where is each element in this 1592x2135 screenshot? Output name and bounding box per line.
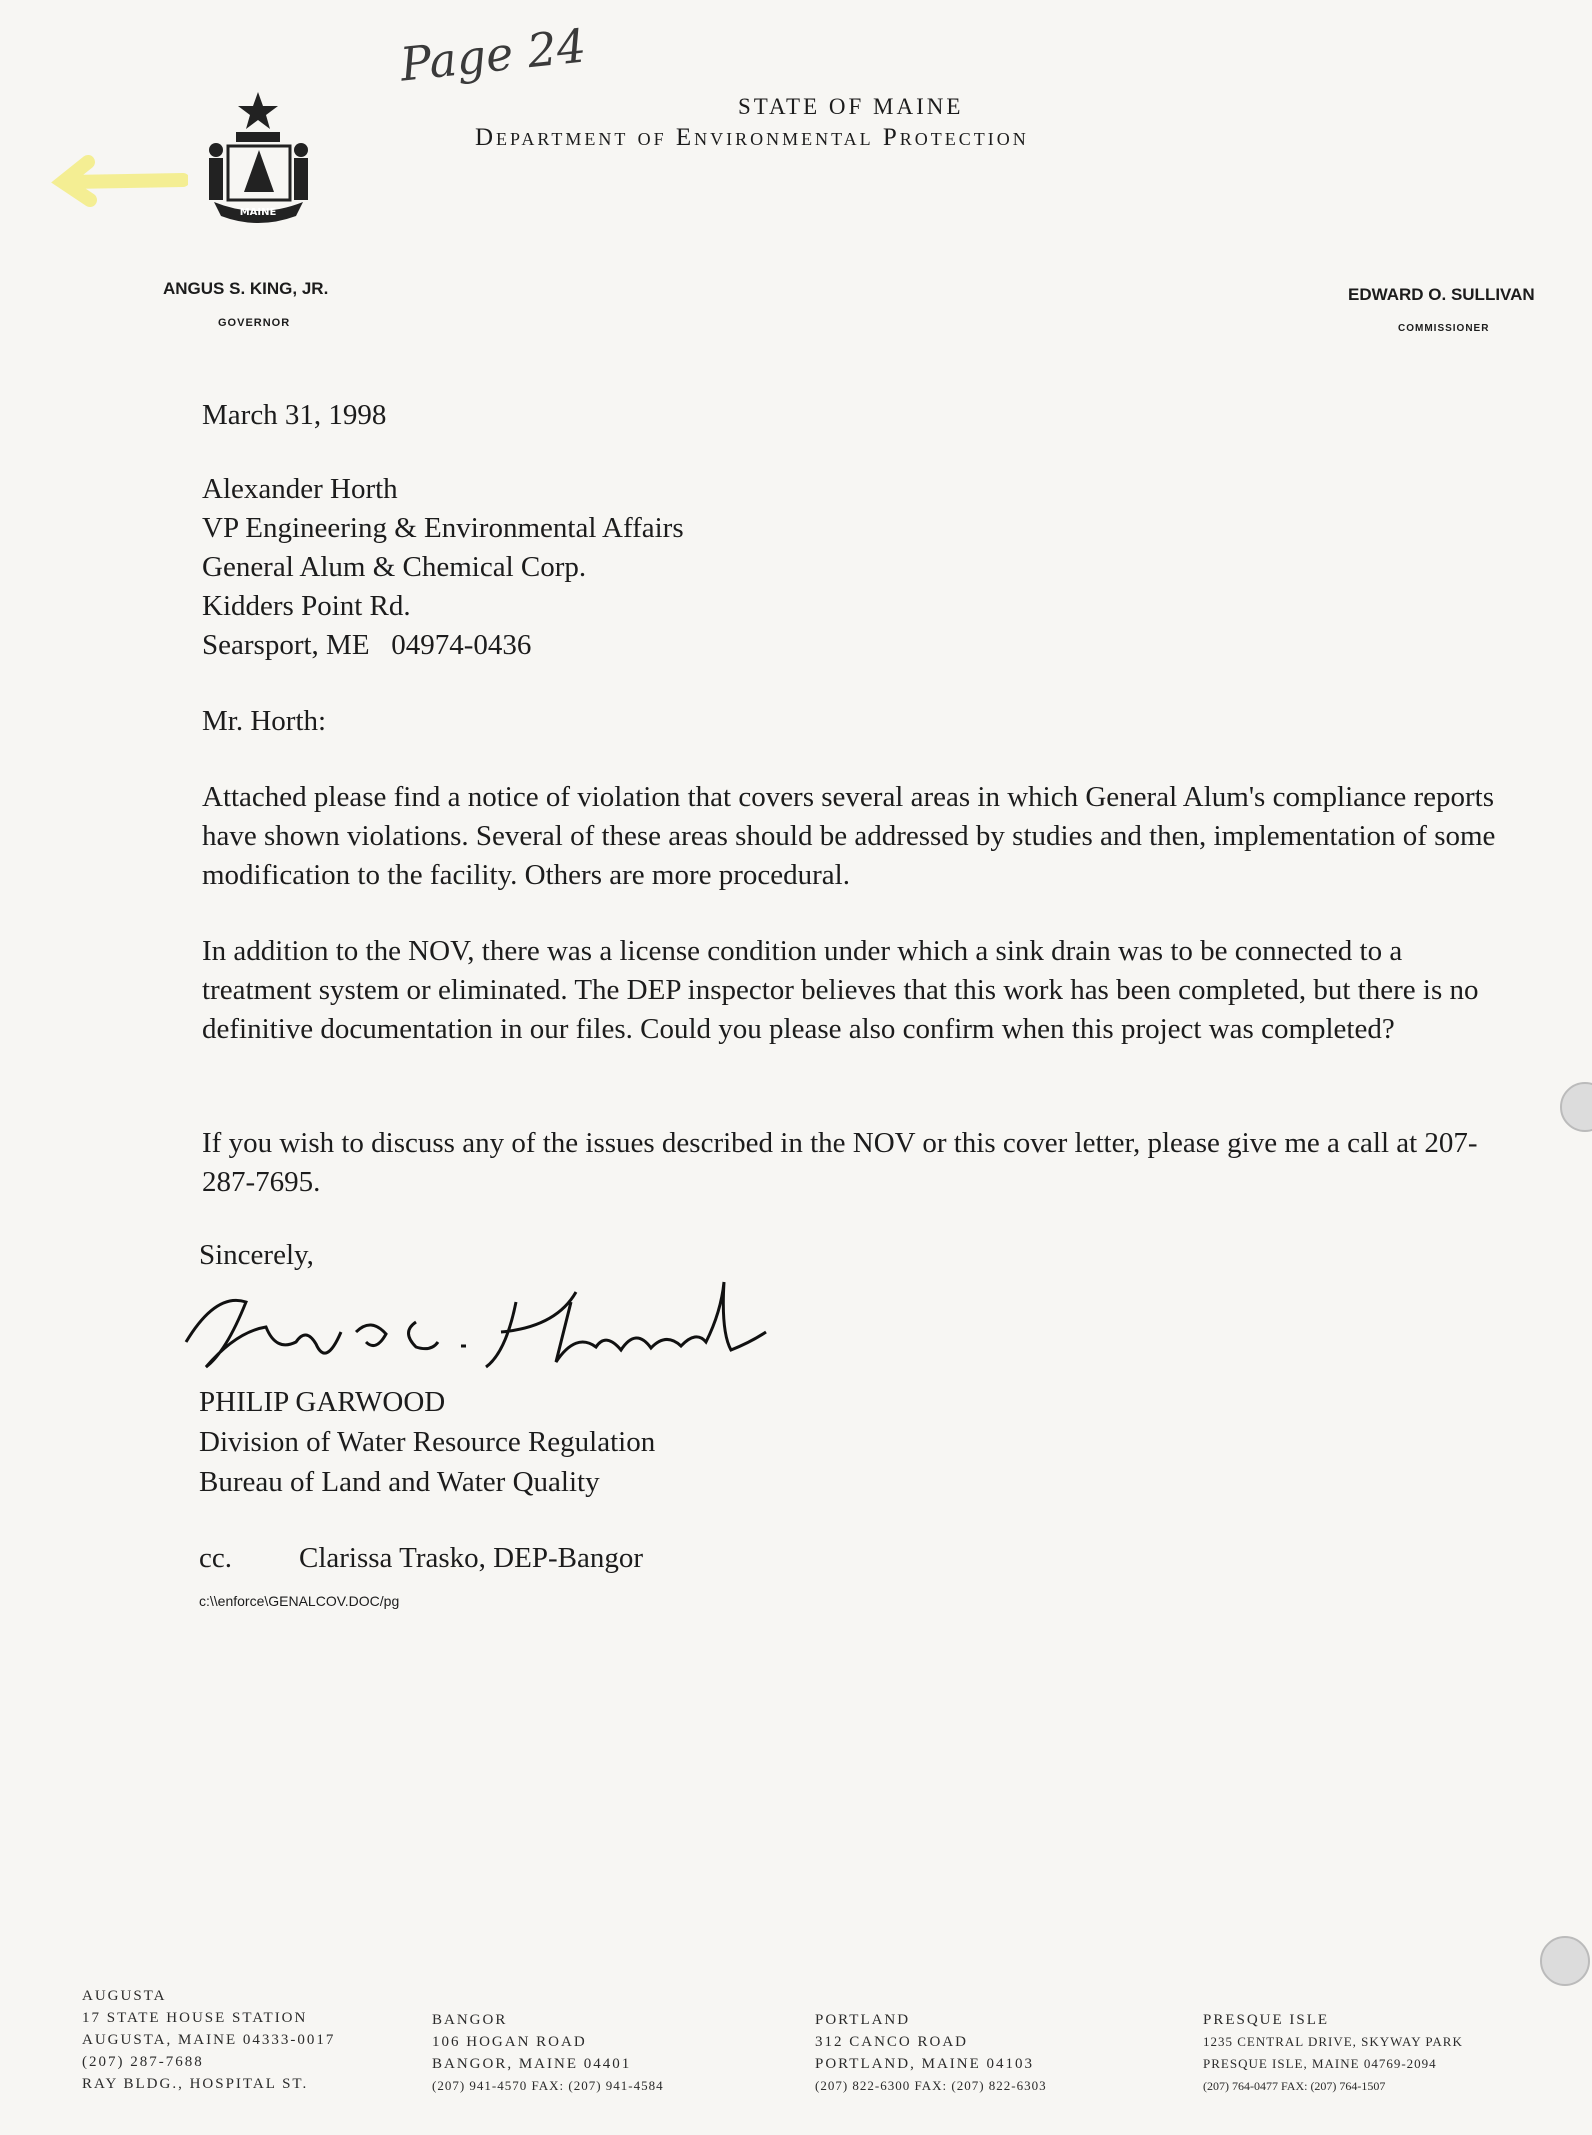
signer-name: PHILIP GARWOOD	[199, 1386, 446, 1418]
file-reference: c:\\enforce\GENALCOV.DOC/pg	[199, 1593, 400, 1609]
office-line: (207) 287-7688	[82, 2054, 204, 2070]
cc-name: Clarissa Trasko, DEP-Bangor	[299, 1542, 643, 1574]
office-line: BANGOR, MAINE 04401	[432, 2056, 632, 2072]
address-line: Alexander Horth	[202, 473, 398, 505]
recipient-address	[202, 470, 684, 665]
footer-office-presque-isle	[1203, 2009, 1463, 2097]
cc-label: cc.	[199, 1542, 232, 1574]
office-line: 106 HOGAN ROAD	[432, 2034, 587, 2050]
office-line: 17 STATE HOUSE STATION	[82, 2010, 308, 2026]
governor-title: GOVERNOR	[218, 317, 291, 329]
office-line: RAY BLDG., HOSPITAL ST.	[82, 2076, 309, 2092]
office-line: PORTLAND, MAINE 04103	[815, 2056, 1035, 2072]
address-line: VP Engineering & Environmental Affairs	[202, 512, 684, 544]
office-city: AUGUSTA	[82, 1988, 167, 2004]
punch-hole	[1540, 1936, 1590, 1986]
footer-office-augusta	[82, 1985, 335, 2095]
office-line: PRESQUE ISLE, MAINE 04769-2094	[1203, 2056, 1437, 2071]
office-line: (207) 941-4570 FAX: (207) 941-4584	[432, 2078, 664, 2093]
address-line: Kidders Point Rd.	[202, 590, 411, 622]
office-line: (207) 822-6300 FAX: (207) 822-6303	[815, 2078, 1047, 2093]
svg-text:MAINE: MAINE	[239, 207, 277, 218]
office-line: AUGUSTA, MAINE 04333-0017	[82, 2032, 336, 2048]
signer-bureau: Bureau of Land and Water Quality	[199, 1466, 600, 1498]
punch-hole	[1560, 1082, 1592, 1132]
header-department: Department of Environmental Protection	[475, 124, 1029, 151]
office-line: 312 CANCO ROAD	[815, 2034, 969, 2050]
body-paragraph: In addition to the NOV, there was a license condition under which a sink drain was to be connected to a treatment system or eliminated. The DEP inspector believes that this work has been completed, but there is no definitive documentation in our files. Could you please also confirm when this project was completed?	[202, 935, 1479, 1045]
cc-line	[199, 1542, 643, 1575]
handwritten-signature	[176, 1272, 776, 1382]
office-city: PORTLAND	[815, 2012, 911, 2028]
commissioner-title: COMMISSIONER	[1398, 323, 1490, 334]
handwritten-page-note: Page 24	[397, 18, 589, 92]
body-paragraph: Attached please find a notice of violation that covers several areas in which General Alum's compliance reports have shown violations. Several of these areas should be addressed by studies and then, implementation of some modification to the facility. Others are more procedural.	[202, 781, 1496, 891]
footer-office-bangor	[432, 2009, 664, 2097]
address-line: General Alum & Chemical Corp.	[202, 551, 587, 583]
highlighter-arrow-mark	[48, 150, 188, 210]
signature-block	[199, 1382, 655, 1502]
header-state: STATE OF MAINE	[738, 94, 964, 119]
commissioner-name: EDWARD O. SULLIVAN	[1348, 285, 1535, 304]
office-line: 1235 CENTRAL DRIVE, SKYWAY PARK	[1203, 2034, 1463, 2049]
body-paragraph: If you wish to discuss any of the issues described in the NOV or this cover letter, please give me a call at 207-287-7695.	[202, 1127, 1478, 1198]
salutation: Mr. Horth:	[202, 705, 327, 737]
letter-date: March 31, 1998	[202, 399, 387, 431]
closing: Sincerely,	[199, 1239, 314, 1271]
office-city: BANGOR	[432, 2012, 508, 2028]
office-city: PRESQUE ISLE	[1203, 2012, 1330, 2028]
governor-name: ANGUS S. KING, JR.	[163, 279, 329, 298]
footer-office-portland	[815, 2009, 1047, 2097]
signer-division: Division of Water Resource Regulation	[199, 1426, 656, 1458]
address-line: Searsport, ME 04974-0436	[202, 629, 532, 661]
office-line: (207) 764-0477 FAX: (207) 764-1507	[1203, 2079, 1386, 2093]
maine-state-seal-icon	[196, 88, 321, 228]
